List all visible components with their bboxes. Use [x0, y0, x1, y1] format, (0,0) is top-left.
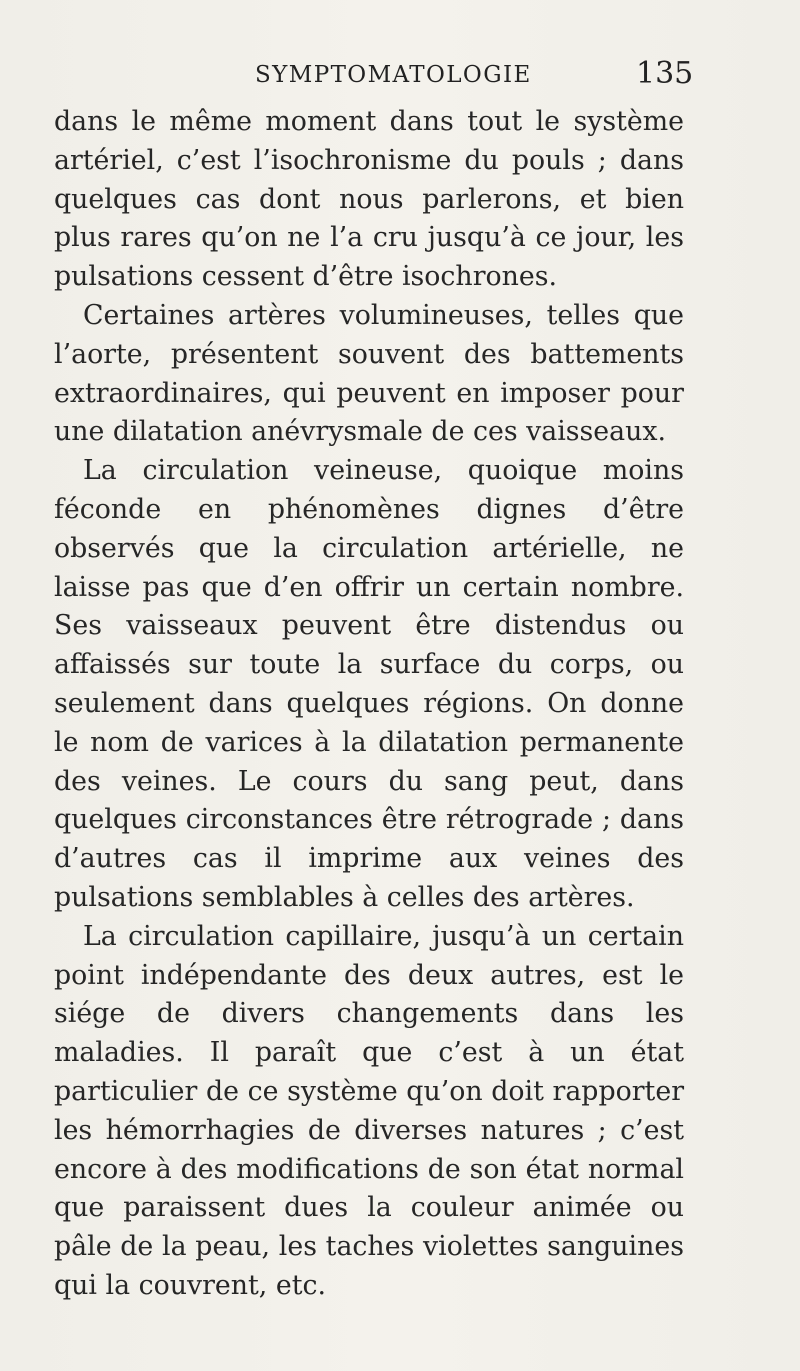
paragraph-arteries: Certaines artères volumineuses, telles que l’aorte, présentent souvent des battements extraordinaires, qui peuvent en imposer pour une dilatation anévrysmale de ces vaisseaux. — [54, 299, 684, 448]
running-title: SYMPTOMATOLOGIE — [255, 62, 532, 88]
paragraph-venous-circulation: La circulation veineuse, quoique moins féconde en phénomènes dignes d’être observés que la circulation artérielle, ne laisse pas que d’en offrir un certain nombre. Ses vaisseaux peuvent être distendus ou affaissés sur toute la surface du corps, ou seulement dans quelques régions. On donne le nom de varices à la dilatation permanente des veines. Le cours du sang peut, dans quelques circonstances être rétrograde ; dans d’autres cas il imprime aux veines des pulsations semblables à celles des artères. — [54, 455, 684, 913]
paragraph-capillary-circulation: La circulation capillaire, jusqu’à un certain point indépendante des deux autres, est le siége de divers changements dans les maladies. Il paraît que c’est à un état particulier de ce système qu’on doit rapporter les hémorrhagies de diverses natures ; c’est encore à des modifications de son état normal que paraissent dues la couleur animée ou pâle de la peau, les taches violettes sanguines qui la couvrent, etc. — [54, 920, 684, 1301]
paragraph-continuation: dans le même moment dans tout le système artériel, c’est l’isochronisme du pouls ; dans quelques cas dont nous parlerons, et bien plus rares qu’on ne l’a cru jusqu’à ce jour, les pulsations cessent d’être isochrones. — [54, 106, 684, 293]
page-number: 135 — [636, 56, 694, 91]
page-header — [0, 56, 800, 96]
body-text — [54, 103, 684, 1306]
